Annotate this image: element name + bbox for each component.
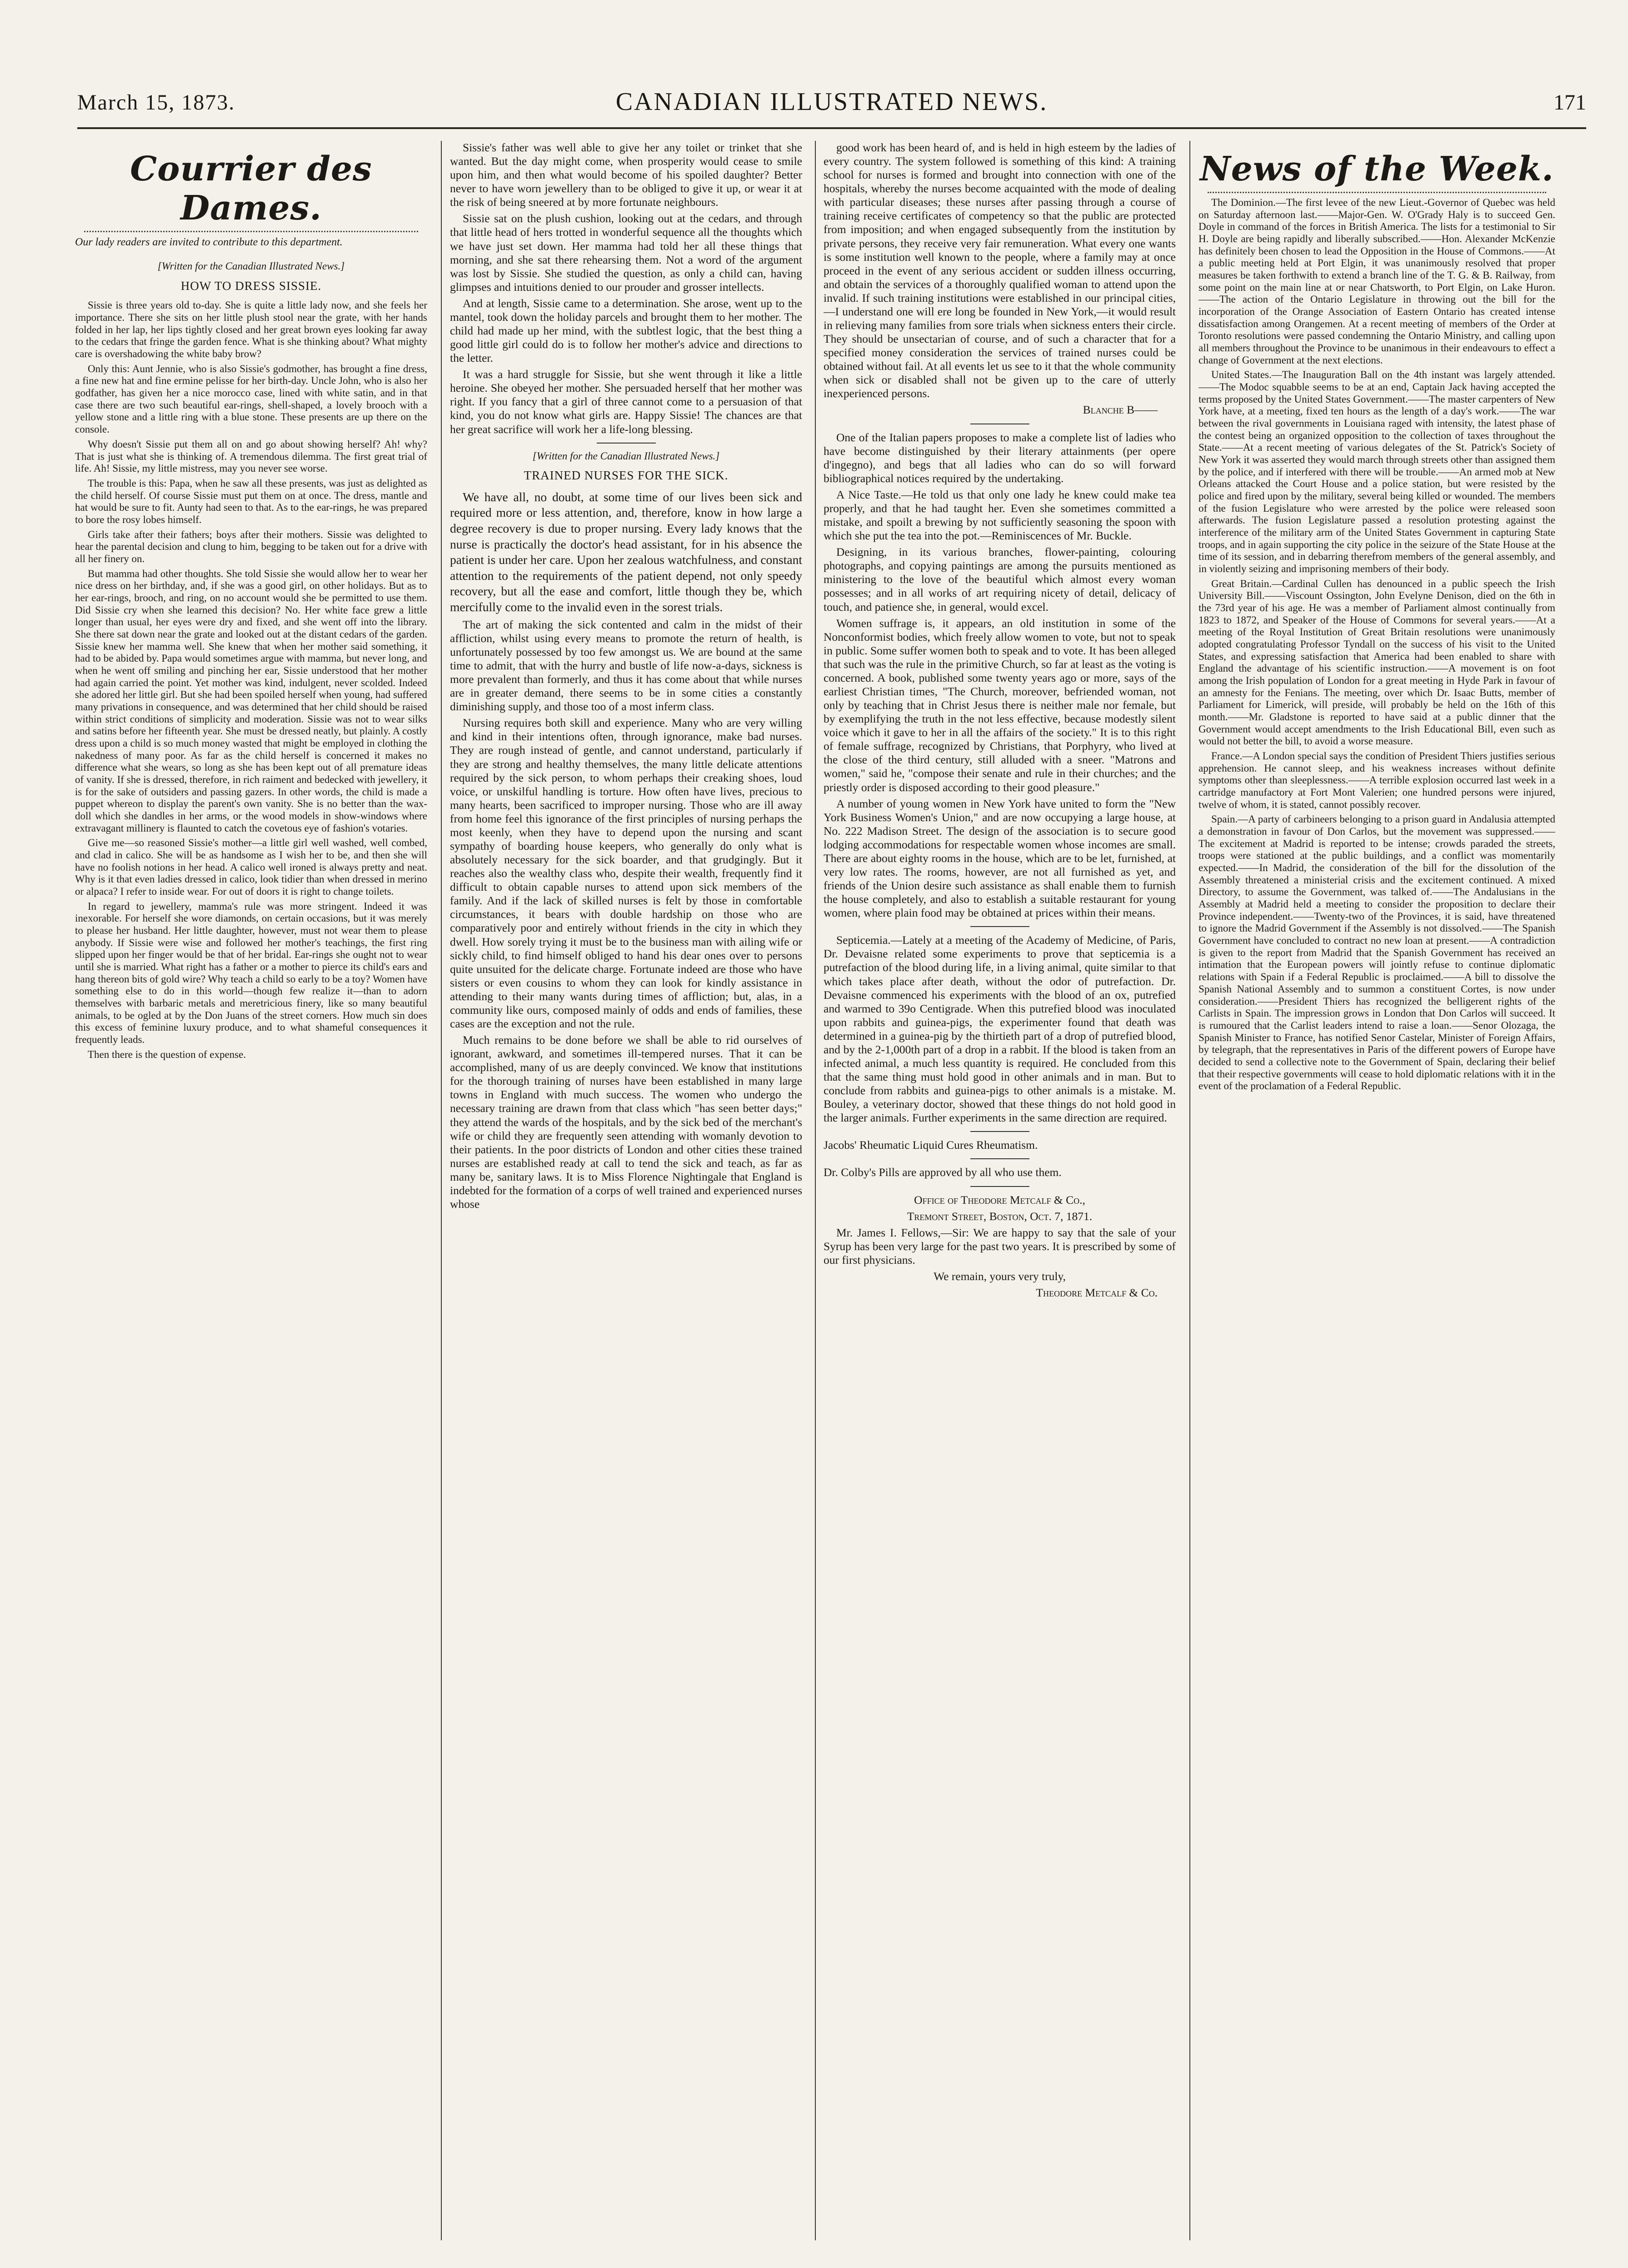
ad-office-line: Tremont Street, Boston, Oct. 7, 1871. bbox=[907, 1209, 1093, 1223]
news-item: A number of young women in New York have united to form the "New York Business Women's Union," and are now occupying a large house, at No. 222 Madison Street. The design of the association is to secure good lodging accommodations for respectable women whose incomes are small. There are about eighty rooms in the house, which are to be let, furnished, at very low rates. The rooms, however, are not all furnished as yet, and friends of the Union desire such assistance as shall enable them to furnish the house completely, and also to establish a suitable restaurant for young women, where plain food may be obtained at prices within their means. bbox=[824, 797, 1176, 920]
article-paragraph: Why doesn't Sissie put them all on and go about showing herself? Ah! why? That is just what she is thinking of. A tremendous dilemma. The first great trial of life. Ah! Sissie, my little mistress, may you never see worse. bbox=[75, 438, 427, 474]
article-lead: We have all, no doubt, at some time of our lives been sick and required more or less attention, and, therefore, know in how large a degree recovery is due to proper nursing. Every lady knows that the nurse is practically the doctor's head assistant, for in his absence the patient is under her care. Upon her zealous watchfulness, and constant attention to the requirements of the patient depend, not only speedy recovery, but all the ease and comfort, little though they be, which mercifully come to the invalid even in the sorest trials. bbox=[450, 489, 802, 614]
ad-closing: We remain, yours very truly, bbox=[934, 1269, 1066, 1283]
article-paragraph: It was a hard struggle for Sissie, but she went through it like a little heroine. She obeyed her mother. She persuaded herself that her mother was right. If you fancy that a girl of three cannot come to a persuasion of that kind, you do not know what girls are. Happy Sissie! The chances are that her great sacrifice will work her a life-long blessing. bbox=[450, 368, 802, 436]
column-4 bbox=[1199, 141, 1555, 2240]
article-paragraph: But mamma had other thoughts. She told Sissie she would allow her to wear her nice dress on her birthday, and, if she was a good girl, on other holidays. But as to her ear-rings, brooch, and ring, on no account would she be permitted to use them. Did Sissie cry when she learned this decision? No. Her white face grew a little longer than usual, her eyes were dry and fixed, and she went off into the library. She there sat down near the grate and looked out at the distant cedars of the garden. Sissie knew her mamma well. She knew that when her mother said something, it had to be abided by. Papa would sometimes argue with mamma, but never long, and when he went off smiling and pinching her ear, Sissie understood that her mother had again carried the point. Yet mother was kind, indulgent, never scolded. Indeed she adored her little girl. But she had been spoiled herself when young, had suffered many privations in consequence, and was determined that her child should be raised within strict conditions of simplicity and moderation. Sissie was not to wear silks and satins before her fifteenth year. She must be dressed neatly, but plainly. A costly dress upon a child is so much money wasted that might be employed in clothing the nakedness of many poor. As far as the child herself is concerned it makes no difference what she wears, so long as she has been kept out of all premature ideas of vanity. If she is dressed, therefore, in rich raiment and bedecked with jewellery, it is for the sake of outsiders and passing gazers. In other words, the child is made a puppet whereon to display the parent's own vanity. She is no better than the wax-doll which she dandles in her arms, or the wood models in show-windows where extravagant millinery is flaunted to catch the covetous eye of fashion's votaries. bbox=[75, 568, 427, 834]
page-number: 171 bbox=[1553, 90, 1586, 115]
newspaper-title: CANADIAN ILLUSTRATED NEWS. bbox=[615, 88, 1048, 116]
section-divider bbox=[970, 926, 1029, 927]
article-paragraph: Sissie is three years old to-day. She is quite a little lady now, and she feels her importance. There she sits on her little plush stool near the grate, with her hands folded in her lap, her lips tightly closed and her great brown eyes looking far away to the cedars that fringe the garden fence. What is she thinking about? What mighty care is overshadowing the white baby brow? bbox=[75, 299, 427, 360]
news-item: A Nice Taste.—He told us that only one lady he knew could make tea properly, and that he had taught her. Even she sometimes committed a mistake, and spoilt a brewing by not sufficiently seasoning the spoon with which she put the tea into the pot.—Reminiscences of Mr. Buckle. bbox=[824, 488, 1176, 543]
article-title: TRAINED NURSES FOR THE SICK. bbox=[524, 468, 729, 482]
article-paragraph: Sissie's father was well able to give her any toilet or trinket that she wanted. But the day might come, when prosperity would cease to smile upon him, and then what would become of his spoiled daughter? Better never to have worn jewellery than to be obliged to give it up, or wear it at the risk of being sneered at by more fortunate neighbours. bbox=[450, 141, 802, 209]
advertisement: Dr. Colby's Pills are approved by all who use them. bbox=[824, 1166, 1062, 1179]
article-signature: Blanche B—— bbox=[1083, 403, 1158, 417]
news-item: Women suffrage is, it appears, an old institution in some of the Nonconformist bodies, which freely allow women to vote, but not to speak in public. Some suffer women both to speak and to vote. It has been alleged that such was the rule in the primitive Church, so far at least as the voting is concerned. A book, published some twenty years ago or more, says of the earliest Christian times, "The Church, moreover, befriended woman, not only by teaching that in Christ Jesus there is neither male nor female, but by exemplifying the truth in the not less effective, because modestly silent voice which it gave to her in all the affairs of the society." It is to this right of female suffrage, recognized by Christians, that Porphyry, who lived at the close of the third century, still alluded with a sneer. "Matrons and women," said he, "compose their senate and rule in their churches; and the priestly order is disposed according to their good pleasure." bbox=[824, 616, 1176, 794]
article-paragraph: good work has been heard of, and is held in high esteem by the ladies of every country. The system followed is something of this kind: A training school for nurses is formed and brought into connection with one of the hospitals, whereby the nurses become acquainted with the mode of dealing with particular diseases; these nurses after passing through a course of training receive certificates of competency so that the public are protected from imposition; and when engaged subsequently from the institution by private persons, they receive very fair remuneration. What every one wants is some institution well known to the people, where a family may at once proceed in the event of any serious accident or sudden illness occurring, and obtain the services of a thoroughly qualified woman to attend upon the invalid. If such training institutions were established in our principal cities,—I understand one will ere long be founded in New York,—it would result in relieving many families from sore trials when sickness enters their circle. They should be unsectarian of course, and of such a character that for a specified money consideration the services of trained nurses could be obtained without fail. At all events let us see to it that the whole community when sick or disabled shall not be given up to the care of utterly inexperienced persons. bbox=[824, 141, 1176, 400]
article-paragraph: Much remains to be done before we shall be able to rid ourselves of ignorant, awkward, and sometimes ill-tempered nurses. That it can be accomplished, many of us are deeply convinced. We know that institutions for the thorough training of nurses have been established in many large towns in England with much success. The women who undergo the necessary training are drawn from that class which "has seen better days;" they attend the wards of the hospitals, and by the sick bed of the merchant's wife or child they are frequently seen attending with womanly devotion to their patients. In the poor districts of London and other cities these trained nurses are established ready at call to tend the sick and teach, as far as many be, sanitary laws. It is to Miss Florence Nightingale that England is indebted for the formation of a corps of well trained and experienced nurses whose bbox=[450, 1033, 802, 1211]
article-paragraph: Girls take after their fathers; boys after their mothers. Sissie was delighted to hear the parental decision and clung to him, begging to be taken out for a drive with all her finery on. bbox=[75, 528, 427, 564]
ornamental-divider bbox=[1208, 192, 1546, 193]
section-divider bbox=[970, 1186, 1029, 1187]
news-item: Septicemia.—Lately at a meeting of the Academy of Medicine, of Paris, Dr. Devaisne related some experiments to prove that septicemia is a putrefaction of the blood during life, in a living animal, quite similar to that which takes place after death, without the odor of putrefaction. Dr. Devaisne commenced his experiments with the blood of an ox, putrefied and warmed to 39o Centigrade. When this putrefied blood was inoculated upon rabbits and guinea-pigs, the experimenter found that death was determined in a guinea-pig by the thirtieth part of a drop of putrefied blood, and by the 2-1,000th part of a drop in a rabbit. If the blood is taken from an infected animal, a much less quantity is required. He concluded from this that the same thing must hold good in other animals and in man. But to conclude from rabbits and guinea-pigs to other animals is a mistake. M. Bouley, a veterinary doctor, showed that these things do not hold good in the larger animals. Further experiments in the same direction are required. bbox=[824, 933, 1176, 1125]
news-section: The Dominion.—The first levee of the new Lieut.-Governor of Quebec was held on Saturday afternoon last.——Major-Gen. W. O'Grady Haly is to succeed Gen. Doyle in command of the forces in British America. The lists for a testimonial to Sir H. Doyle are being rapidly and liberally subscribed.——Hon. Alexander McKenzie has definitely been chosen to lead the Opposition in the House of Commons.——At a public meeting held at Port Elgin, it was unanimously resolved that proper measures be taken forthwith to extend a branch line of the T. G. & B. Railway, from some point on the main line at or near Chatsworth, to Port Elgin, on Lake Huron.——The action of the Ontario Legislature in throwing out the bill for the incorporation of the Orange Association of Eastern Ontario has created intense dissatisfaction among Orangemen. At a recent meeting of members of the Order at Toronto resolutions were passed condemning the Ontario Ministry, and calling upon all members throughout the Province to be unanimous in their endeavours to effect a change of Government at the next elections. bbox=[1199, 196, 1555, 366]
article-paragraph: Nursing requires both skill and experience. Many who are very willing and kind in their intentions often, through ignorance, make bad nurses. They are rough instead of gentle, and cannot understand, particularly if they are strong and healthy themselves, the many little delicate attentions required by the sick person, to whom perhaps their creaking shoes, loud voice, or unskilful handling is torture. How often have lives, precious to many hearts, been sacrificed to improper nursing. Those who are ill away from home feel this ignorance of the first principles of nursing perhaps the most keenly, when they have to depend upon the nursing and scant sympathy of boarding house keepers, who generally do only what is absolutely necessary for the sick boarder, and that grudgingly. But it reaches also the wealthy class who, despite their wealth, frequently find it difficult to obtain capable nurses to attend upon sick members of the family. And if the lack of skilled nurses is felt by those in comfortable circumstances, it bears with double hardship on those who are comparatively poor and entirely without friends in the city in which they dwell. How sorely trying it must be to the business man with ailing wife or sickly child, to find himself obliged to hand his dear ones over to persons quite unsuited for the delicate charge. Fortunate indeed are those who have sisters or even cousins to whom they can look for kindly assistance in attending to their many wants during times of affliction; but, alas, in a community like ours, composed mainly of odds and ends of families, these cases are the exception and not the rule. bbox=[450, 716, 802, 1031]
section-divider bbox=[597, 443, 656, 444]
courrier-invitation: Our lady readers are invited to contribute to this department. bbox=[75, 236, 343, 248]
advertisement: Jacobs' Rheumatic Liquid Cures Rheumatism. bbox=[824, 1138, 1038, 1152]
news-section: Great Britain.—Cardinal Cullen has denounced in a public speech the Irish University Bill.——Viscount Ossington, John Evelyne Denison, died on the 6th in the 73rd year of his age. He was a member of Parliament almost continually from 1823 to 1872, and Speaker of the House of Commons for several years.——At a meeting of the Royal Institution of Great Britain resolutions were unanimously adopted congratulating Professor Tyndall on the success of his visit to the United States, and expressing satisfaction that America had been enabled to share with England the advantage of his scientific instruction.——A movement is on foot among the Irish population of London for a great meeting in Hyde Park in favour of an amnesty for the Fenians. The meeting, over which Dr. Isaac Butts, member of Parliament for Limerick, will preside, will probably be held on the 16th of this month.——Mr. Gladstone is reported to have said at a public dinner that the Government would accept amendments to the Irish Educational Bill, even such as would not better the bill, to avoid a worse measure. bbox=[1199, 578, 1555, 747]
ad-letter: Mr. James I. Fellows,—Sir: We are happy to say that the sale of your Syrup has been very large for the past two years. It is prescribed by some of our first physicians. bbox=[824, 1226, 1176, 1266]
ornamental-divider bbox=[84, 231, 418, 232]
masthead bbox=[77, 86, 1586, 129]
ad-office-line: Office of Theodore Metcalf & Co., bbox=[914, 1193, 1085, 1206]
article-credit: [Written for the Canadian Illustrated News.] bbox=[532, 450, 720, 462]
article-paragraph: The art of making the sick contented and calm in the midst of their affliction, whilst using every means to promote the return of health, is unfortunately possessed by too few amongst us. We are bound at the same time to admit, that with the hurry and bustle of life now-a-days, sickness is more prevalent than formerly, and thus it has come about that while nurses are in greater demand, there seems to be in some cities a constantly diminishing supply, and those too of a most inferm class. bbox=[450, 618, 802, 713]
news-section: France.—A London special says the condition of President Thiers justifies serious apprehension. He cannot sleep, and his weakness increases without definite symptoms other than sleeplessness.——A terrible explosion occurred last week in a cartridge manufactory at Fort Mont Valerien; one hundred persons were injured, twelve of whom, it is stated, cannot possibly recover. bbox=[1199, 750, 1555, 810]
article-paragraph: Then there is the question of expense. bbox=[88, 1048, 246, 1060]
column-1 bbox=[75, 141, 427, 2240]
news-section: United States.—The Inauguration Ball on the 4th instant was largely attended.——The Modoc squabble seems to be at an end, Captain Jack having accepted the terms proposed by the United States Government.——The master carpenters of New York have, at a meeting, fixed ten hours as the length of a day's work.——The war between the rival governments in Louisiana raged with intensity, the latest phase of the contest being an organized opposition to the collection of taxes throughout the State.——At a recent meeting of various delegates of the St. Patrick's Society of New York it was asserted they would march through streets other than assigned them by the police, and if interfered with there will be trouble.——An armed mob at New Orleans attacked the Court House and a police station, but were resisted by the police and fired upon by the military, several being killed or wounded. The members of the fusion Legislature who were arrested by the police were released soon afterwards. The fusion Legislature passed a resolution protesting against the interference of the military arm of the United States Government in capturing State troops, and in again supporting the city police in the seizure of the State House at the time of its session, and in debarring therefrom members of the general assembly, and in violently seizing and imprisoning members of their body. bbox=[1199, 369, 1555, 574]
article-credit: [Written for the Canadian Illustrated News.] bbox=[157, 260, 345, 272]
column-rule bbox=[1189, 141, 1190, 2240]
section-divider bbox=[970, 1131, 1029, 1132]
courrier-heading: Courrier des Dames. bbox=[130, 150, 372, 228]
news-heading: News of the Week. bbox=[1200, 150, 1554, 189]
issue-date: March 15, 1873. bbox=[77, 90, 235, 115]
ad-signature: Theodore Metcalf & Co. bbox=[1036, 1286, 1158, 1300]
news-section: Spain.—A party of carbineers belonging to a prison guard in Andalusia attempted a demonstration in favour of Don Carlos, but the movement was suppressed.——The excitement at Madrid is reported to be intense; crowds paraded the streets, troops were stationed at the public buildings, and a conflict was momentarily expected.——In Madrid, the consideration of the bill for the dissolution of the Assembly threatened a ministerial crisis and the excitement continued. A mixed Directory, to assume the Government, was talked of.——The Andalusians in the Assembly at Madrid held a meeting to consider the proposition to declare their Province independent.——Twenty-two of the Provinces, it is said, have threatened to ignore the Madrid Government if the Assembly is not dissolved.——The Spanish Government have concluded to contract no new loan at present.——A contradiction is given to the report from Madrid that the Spanish Government has received an intimation that the European powers will jointly refuse to continue diplomatic relations with Spain if a Federal Republic is proclaimed.——A bill to dissolve the Spanish National Assembly and to summon a constituent Cortes, is now under consideration.——President Thiers has recognized the belligerent rights of the Carlists in Spain. The impression grows in London that Don Carlos will succeed. It is rumoured that the Carlist leaders intend to raise a loan.——Senor Olozaga, the Spanish Minister to France, has notified Senor Castelar, Minister of Foreign Affairs, by telegraph, that the representatives in Paris of the different powers of Europe have decided to send a collective note to the Government of Spain, declaring their belief that their respective governments will cease to hold diplomatic relations with it in the event of the proclamation of a Federal Republic. bbox=[1199, 813, 1555, 1092]
column-2 bbox=[450, 141, 802, 2240]
article-paragraph: Sissie sat on the plush cushion, looking out at the cedars, and through that little head of hers trotted in wonderful sequence all the thoughts which we have just set down. Her mamma had told her all these things that morning, and she sat there rehearsing them. Not a word of the argument was lost by Sissie. She studied the question, as only a child can, having glimpses and intuitions denied to our prouder and grosser intellects. bbox=[450, 212, 802, 294]
news-item: Designing, in its various branches, flower-painting, colouring photographs, and copying paintings are among the pursuits mentioned as ministering to the love of the beautiful which almost every woman possesses; and in all works of art requiring nicety of detail, delicacy of touch, and patience she, in general, would excel. bbox=[824, 545, 1176, 613]
news-item: One of the Italian papers proposes to make a complete list of ladies who have become distinguished by their literary attainments (per opere d'ingegno), and begs that all ladies who can do so will forward bibliographical notices required by the undertaking. bbox=[824, 430, 1176, 485]
article-paragraph: In regard to jewellery, mamma's rule was more stringent. Indeed it was inexorable. For herself she wore diamonds, on certain occasions, but it was merely to please her husband. Her little daughter, however, must not wear them to please anybody. If Sissie were wise and followed her mother's teachings, the first ring slipped upon her finger would be that of her bridal. Ear-rings she ought not to wear until she is married. What right has a father or a mother to pierce its child's ears and hang thereon bits of gold wire? Why teach a child so early to be a toy? Women have something else to do in this world—though few realize it—than to adorn themselves with barbaric metals and meretricious finery, like so many beautiful animals, to be ogled at by the Don Juans of the street corners. How much sin does this excess of feminine luxury produce, and to what shameful consequences it frequently leads. bbox=[75, 900, 427, 1046]
article-paragraph: Give me—so reasoned Sissie's mother—a little girl well washed, well combed, and clad in calico. She will be as handsome as I wish her to be, and then she will have no foolish notions in her head. A calico well ironed is always pretty and neat. Why is it that even ladies dressed in calico, look tidier than when dressed in merino or alpaca? I refer to inside wear. For out of doors it is right to change toilets. bbox=[75, 837, 427, 897]
section-divider bbox=[970, 1158, 1029, 1159]
column-3 bbox=[824, 141, 1176, 2240]
column-rule bbox=[441, 141, 442, 2240]
article-paragraph: The trouble is this: Papa, when he saw all these presents, was just as delighted as the child herself. Of course Sissie must put them on at once. The dress, mantle and hat would be sure to fit. Aunty had seen to that. As to the ear-rings, he was prepared to bore the rosy lobes himself. bbox=[75, 477, 427, 525]
article-paragraph: Only this: Aunt Jennie, who is also Sissie's godmother, has brought a fine dress, a fine new hat and fine ermine pelisse for her birth-day. Uncle John, who is also her godfather, has given her a nice morocco case, lined with white satin, and in that case there are two such beautiful ear-rings, shell-shaped, a lovely brooch with a yellow stone and a little ring with a blue stone. These presents are up there on the console. bbox=[75, 363, 427, 435]
column-rule bbox=[815, 141, 816, 2240]
article-paragraph: And at length, Sissie came to a determination. She arose, went up to the mantel, took down the holiday parcels and brought them to her mother. The child had made up her mind, with the subtlest logic, that the best thing a good little girl could do is to follow her mother's advice and directions to the letter. bbox=[450, 296, 802, 365]
article-title: HOW TO DRESS SISSIE. bbox=[180, 279, 322, 293]
